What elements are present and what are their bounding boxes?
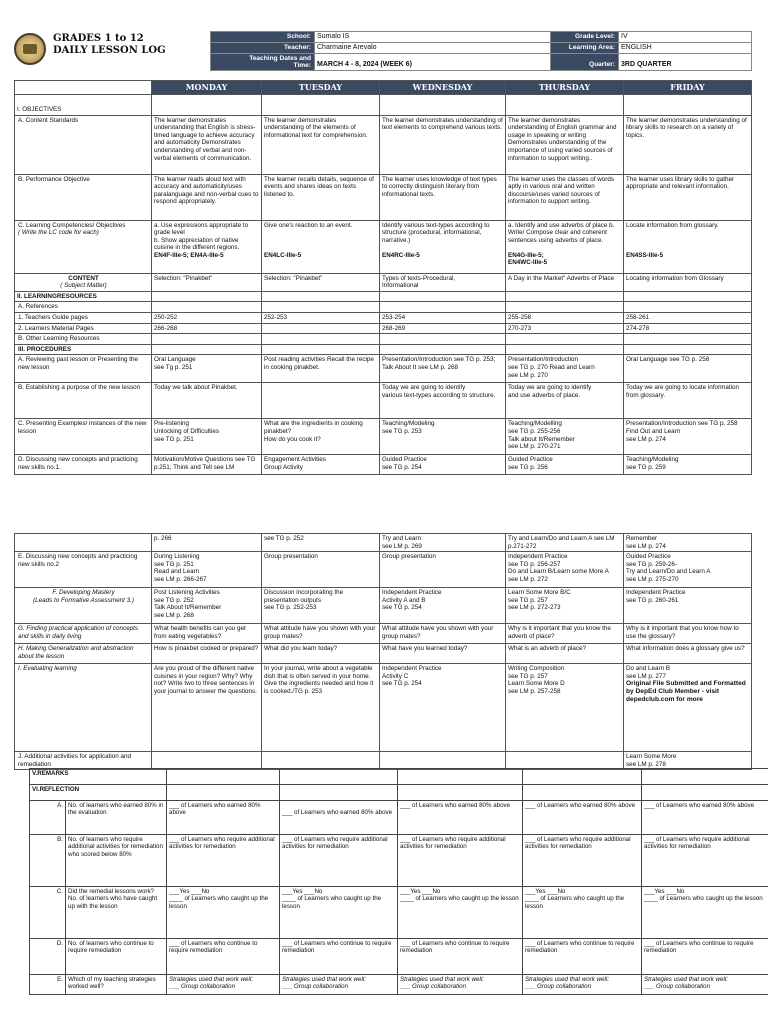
content-tue: Selection: "Pinakbet"	[262, 273, 380, 291]
proc-f-fri: Independent Practice see TG p. 260-261	[624, 588, 752, 624]
lm-fri: 274-278	[624, 323, 752, 334]
day-friday: FRIDAY	[624, 81, 752, 95]
tg-tue: 252-253	[262, 312, 380, 323]
proc-d-thu: Guided Practice see TG p. 256	[506, 455, 624, 475]
lesson-log-table-page2	[14, 533, 752, 770]
cont-mon: p. 266	[152, 534, 262, 552]
proc-d-mon: Motivation/Motive Questions see TG p.251; Think and Tell see LM	[152, 455, 262, 475]
proc-d-fri: Teaching/Modeling see TG p. 259	[624, 455, 752, 475]
content-wed: Types of texts-Procedural, Informational	[380, 273, 506, 291]
reflection-label: VI.REFLECTION	[30, 785, 167, 801]
proc-g-mon: What health benefits can you get from eating vegetables?	[152, 624, 262, 644]
proc-c-label: C. Presenting Examples/ instances of the new lesson	[15, 419, 152, 455]
proc-b-thu: Today we are going to identify and use adverbs of place.	[506, 383, 624, 419]
content-standards-thu: The learner demonstrates understanding of English grammar and usage in speaking or writing Demonstrates understanding of the importance of using varied sources of information to support writing..	[506, 115, 624, 174]
grade-label: Grade Level:	[551, 32, 619, 43]
proc-c-fri: Presentation/Introduction see TG p. 258 Find Out and Learn see LM p. 274	[624, 419, 752, 455]
content-standards-fri: The learner demonstrates understanding of library skills to research on a variety of topics.	[624, 115, 752, 174]
proc-c-mon: Pre-listening Unlocking of Difficulties see TG p. 251	[152, 419, 262, 455]
school-value: Sumalo IS	[315, 32, 551, 43]
proc-i-label: I. Evaluating learning	[15, 664, 152, 752]
proc-j-fri: Learn Some More see LM p. 278	[624, 752, 752, 770]
proc-e-tue: Group presentation	[262, 552, 380, 588]
other-resources-label: B. Other Learning Resources	[15, 334, 152, 345]
tg-fri: 258-261	[624, 312, 752, 323]
grade-value: IV	[619, 32, 752, 43]
lm-wed: 268-269	[380, 323, 506, 334]
cont-wed: Try and Learn see LM p. 269	[380, 534, 506, 552]
cont-fri: Remember see LM p. 274	[624, 534, 752, 552]
proc-h-fri: What information does a glossary give us?	[624, 644, 752, 664]
proc-i-tue: In your journal, write about a vegetable dish that is often served in your home. Give the ingredients needed and how it is cooked./TG p. 253	[262, 664, 380, 752]
proc-i-mon: Are you proud of the different native cuisines in your region? Why? Why not? Write two to three sentences in your journal to answer the questions.	[152, 664, 262, 752]
reflection-table	[29, 768, 768, 995]
proc-b-wed: Today we are going to identify various text-types according to structure.	[380, 383, 506, 419]
content-label: CONTENT ( Subject Matter)	[15, 273, 152, 291]
day-wednesday: WEDNESDAY	[380, 81, 506, 95]
dates-value: MARCH 4 - 8, 2024 (WEEK 6)	[315, 54, 551, 71]
reflection-row-d: D. No. of learners who continue to require remediation ___ of Learners who continue to require remediation ___ of Learners who continue to require remediation ___ of Learners who continue to require remediation ___ of Learners who continue to require remediation ___ of Learners who continue to require remediation	[30, 939, 768, 975]
proc-e-thu: Independent Practice see TG p. 256-257 Do and Learn B/Learn some More A see LM p. 272	[506, 552, 624, 588]
proc-f-tue: Discussion incorporating the presentation outputs see TG p. 252-253	[262, 588, 380, 624]
proc-d-wed: Guided Practice see TG p. 254	[380, 455, 506, 475]
competencies-thu: a. Identify and use adverbs of place b. Write/ Compose clear and coherent sentences using adverbs of place. EN4G-IIIe-5; EN4WC-IIIe-5	[506, 220, 624, 273]
proc-c-thu: Teaching/Modelling see TG p. 255-256 Talk about It/Remember see LM p. 270-271	[506, 419, 624, 455]
tg-wed: 253-254	[380, 312, 506, 323]
resources-heading: II. LEARNINGRESOURCES	[15, 291, 152, 302]
depedclub-promo-text: Original File Submitted and Formatted by DepEd Club Member - visit depedclub.com for more	[626, 680, 746, 704]
day-thursday: THURSDAY	[506, 81, 624, 95]
proc-d-label: D. Discussing new concepts and practicing new skills no.1.	[15, 455, 152, 475]
lm-pages-label: 2. Learners Material Pages	[15, 323, 152, 334]
proc-g-wed: What attitude have you shown with your group mates?	[380, 624, 506, 644]
proc-b-fri: Today we are going to locate information from glossary.	[624, 383, 752, 419]
document-title	[53, 33, 166, 57]
proc-i-wed: Independent Practice Activity C see TG p. 254	[380, 664, 506, 752]
lm-tue	[262, 323, 380, 334]
competencies-wed: Identify various text-types according to structure (procedural, informational, narrative.) EN4RC-IIIe-5	[380, 220, 506, 273]
reflection-row-e: E. Which of my teaching strategies worked well? Strategies used that work well: ___ Group collaboration Strategies used that work well: ___ Group collaboration Strategies used that work well: ___ Group collaboration Strategies used that work well: ___ Group collaboration Strategies used that work well: ___ Group collaboration	[30, 975, 768, 995]
cont-thu: Try and Learn/Do and Learn A see LM p.271-272	[506, 534, 624, 552]
proc-c-wed: Teaching/Modeling see TG p. 253	[380, 419, 506, 455]
quarter-label: Quarter:	[551, 54, 619, 71]
competencies-label: C. Learning Competencies/ Objectives ( Write the LC code for each)	[15, 220, 152, 273]
proc-a-label: A. Reviewing past lesson or Presenting the new lesson	[15, 355, 152, 383]
content-thu: A Day in the Market" Adverbs of Place	[506, 273, 624, 291]
performance-fri: The learner uses library skills to gather appropriate and relevant information.	[624, 174, 752, 220]
reflection-row-a: A. No. of learners who earned 80% in the evaluation ___ of Learners who earned 80% above ___ of Learners who earned 80% above ___ of Learners who earned 80% above ___ of Learners who earned 80% above ___ of Learners who earned 80% above	[30, 801, 768, 835]
proc-i-fri: Do and Learn B see LM p. 277 Original File Submitted and Formatted by DepEd Club Member - visit depedclub.com for more	[624, 664, 752, 752]
performance-thu: The learner uses the classes of words aptly in various oral and written discourse/uses varied sources of information to support writing.	[506, 174, 624, 220]
reflection-row-c: C. Did the remedial lessons work? No. of learners who have caught up with the lesson ___Yes ___No ____ of Learners who caught up the lesson ___Yes ___No ____ of Learners who caught up the lesson ___Yes ___No ____ of Learners who caught up the lesson ___Yes ___No ____ of Learners who caught up the lesson ___Yes ___No ____ of Learners who caught up the lesson	[30, 887, 768, 939]
dates-label: Teaching Dates and Time:	[211, 54, 315, 71]
lesson-log-table-page1	[14, 80, 752, 475]
proc-f-mon: Post Listening Activities see TG p. 252 Talk About It/Remember see LM p. 268	[152, 588, 262, 624]
proc-g-fri: Why is it important that you know how to use the glossary?	[624, 624, 752, 644]
content-fri: Locating information from Glossary	[624, 273, 752, 291]
deped-seal-logo	[14, 33, 46, 65]
lm-thu: 270-273	[506, 323, 624, 334]
quarter-value: 3RD QUARTER	[619, 54, 752, 71]
day-monday: MONDAY	[152, 81, 262, 95]
proc-a-wed: Presentation/Introduction see TG p. 253; Talk About It see LM p. 268	[380, 355, 506, 383]
day-tuesday: TUESDAY	[262, 81, 380, 95]
proc-b-label: B. Establishing a purpose of the new lesson	[15, 383, 152, 419]
proc-h-wed: What have you learned today?	[380, 644, 506, 664]
competencies-fri: Locate information from glossary. EN4SS-IIIe-5	[624, 220, 752, 273]
performance-label: B. Performance Objective	[15, 174, 152, 220]
references-label: A. References	[15, 302, 152, 313]
reflection-row-b: B. No. of learners who require additional activities for remediation who scored below 80% ___ of Learners who require additional activities for remediation ___ of Learners who require additional activities for remediation ___ of Learners who require additional activities for remediation ___ of Learners who require additional activities for remediation ___ of Learners who require additional activities for remediation	[30, 835, 768, 887]
proc-h-thu: What is an adverb of place?	[506, 644, 624, 664]
proc-i-thu: Writing Composition see TG p. 257 Learn Some More D see LM p. 257-258	[506, 664, 624, 752]
content-standards-mon: The learner demonstrates understanding that English is stress-timed language to achieve accuracy and automaticity Demonstrates understanding of verbal and non-verbal elements of communication.	[152, 115, 262, 174]
proc-f-thu: Learn Some More B/C see TG p. 257 see LM p. 272-273	[506, 588, 624, 624]
proc-g-thu: Why is it important that you know the adverb of place?	[506, 624, 624, 644]
teacher-label: Teacher:	[211, 43, 315, 54]
title-line-1: GRADES 1 to 12	[53, 33, 144, 44]
day-header-row	[15, 81, 752, 95]
area-label: Learning Area:	[551, 43, 619, 54]
cont-tue: see TG p. 252	[262, 534, 380, 552]
proc-a-tue: Post reading activities Recall the recipe in cooking pinakbet.	[262, 355, 380, 383]
corner-cell	[15, 81, 152, 95]
objectives-heading: I. OBJECTIVES	[15, 95, 152, 116]
proc-a-fri: Oral Language see TG p. 258	[624, 355, 752, 383]
proc-f-label: F. Developing Mastery (Leads to Formative Assessment 3.)	[15, 588, 152, 624]
performance-wed: The learner uses knowledge of text types to correctly distinguish literary from informational texts.	[380, 174, 506, 220]
cont-label	[15, 534, 152, 552]
title-line-2: DAILY LESSON LOG	[53, 45, 166, 56]
proc-e-mon: During Listening see TG p. 251 Read and Learn see LM p. 266-267	[152, 552, 262, 588]
tg-pages-label: 1. Teachers Guide pages	[15, 312, 152, 323]
content-mon: Selection: "Pinakbet"	[152, 273, 262, 291]
tg-thu: 255-258	[506, 312, 624, 323]
area-value: ENGLISH	[619, 43, 752, 54]
remarks-label: V.REMARKS	[30, 769, 167, 785]
proc-e-label: E. Discussing new concepts and practicing new skills no.2	[15, 552, 152, 588]
proc-b-mon: Today we talk about Pinakbet.	[152, 383, 262, 419]
proc-d-tue: Engagement Activities Group Activity	[262, 455, 380, 475]
performance-tue: The learner recalls details, sequence of events and shares ideas on texts listened to.	[262, 174, 380, 220]
competencies-tue: Give one's reaction to an event. EN4LC-IIIe-5	[262, 220, 380, 273]
procedures-heading: III. PROCEDURES	[15, 344, 152, 355]
content-standards-wed: The learner demonstrates understanding of text elements to comprehend various texts.	[380, 115, 506, 174]
content-standards-label: A. Content Standards	[15, 115, 152, 174]
proc-h-tue: What did you learn today?	[262, 644, 380, 664]
proc-h-label: H. Making Generalization and abstraction about the lesson	[15, 644, 152, 664]
proc-g-tue: What attitude have you shown with your group mates?	[262, 624, 380, 644]
proc-b-tue	[262, 383, 380, 419]
proc-c-tue: What are the ingredients in cooking pinakbet? How do you cook it?	[262, 419, 380, 455]
competencies-mon: a. Use expressions appropriate to grade level b. Show appreciation of native cuisine in the different regions. EN4F-IIIe-5; EN4A-IIIe-5	[152, 220, 262, 273]
proc-j-label: J. Additional activities for application and remediation	[15, 752, 152, 770]
teacher-value: Charmaine Arevalo	[315, 43, 551, 54]
lm-mon: 266-268	[152, 323, 262, 334]
performance-mon: The learner reads aloud text with accuracy and automaticity/uses paralanguage and non-verbal cues to respond appropriately.	[152, 174, 262, 220]
proc-h-mon: How is pinakbet cooked or prepared?	[152, 644, 262, 664]
proc-e-fri: Guided Practice see TG p. 259-26- Try and Learn/Do and Learn A see LM p. 275-270	[624, 552, 752, 588]
proc-e-wed: Group presentation	[380, 552, 506, 588]
content-standards-tue: The learner demonstrates understanding of the elements of informational text for comprehension.	[262, 115, 380, 174]
proc-a-thu: Presentation/Introduction see TG p. 270 Read and Learn see LM p. 270	[506, 355, 624, 383]
proc-g-label: G. Finding practical application of concepts and skills in daily living	[15, 624, 152, 644]
proc-f-wed: Independent Practice Activity A and B see TG p. 254	[380, 588, 506, 624]
tg-mon: 250-252	[152, 312, 262, 323]
proc-a-mon: Oral Language see Tg p. 251	[152, 355, 262, 383]
school-label: School:	[211, 32, 315, 43]
header-info-table	[210, 31, 752, 71]
